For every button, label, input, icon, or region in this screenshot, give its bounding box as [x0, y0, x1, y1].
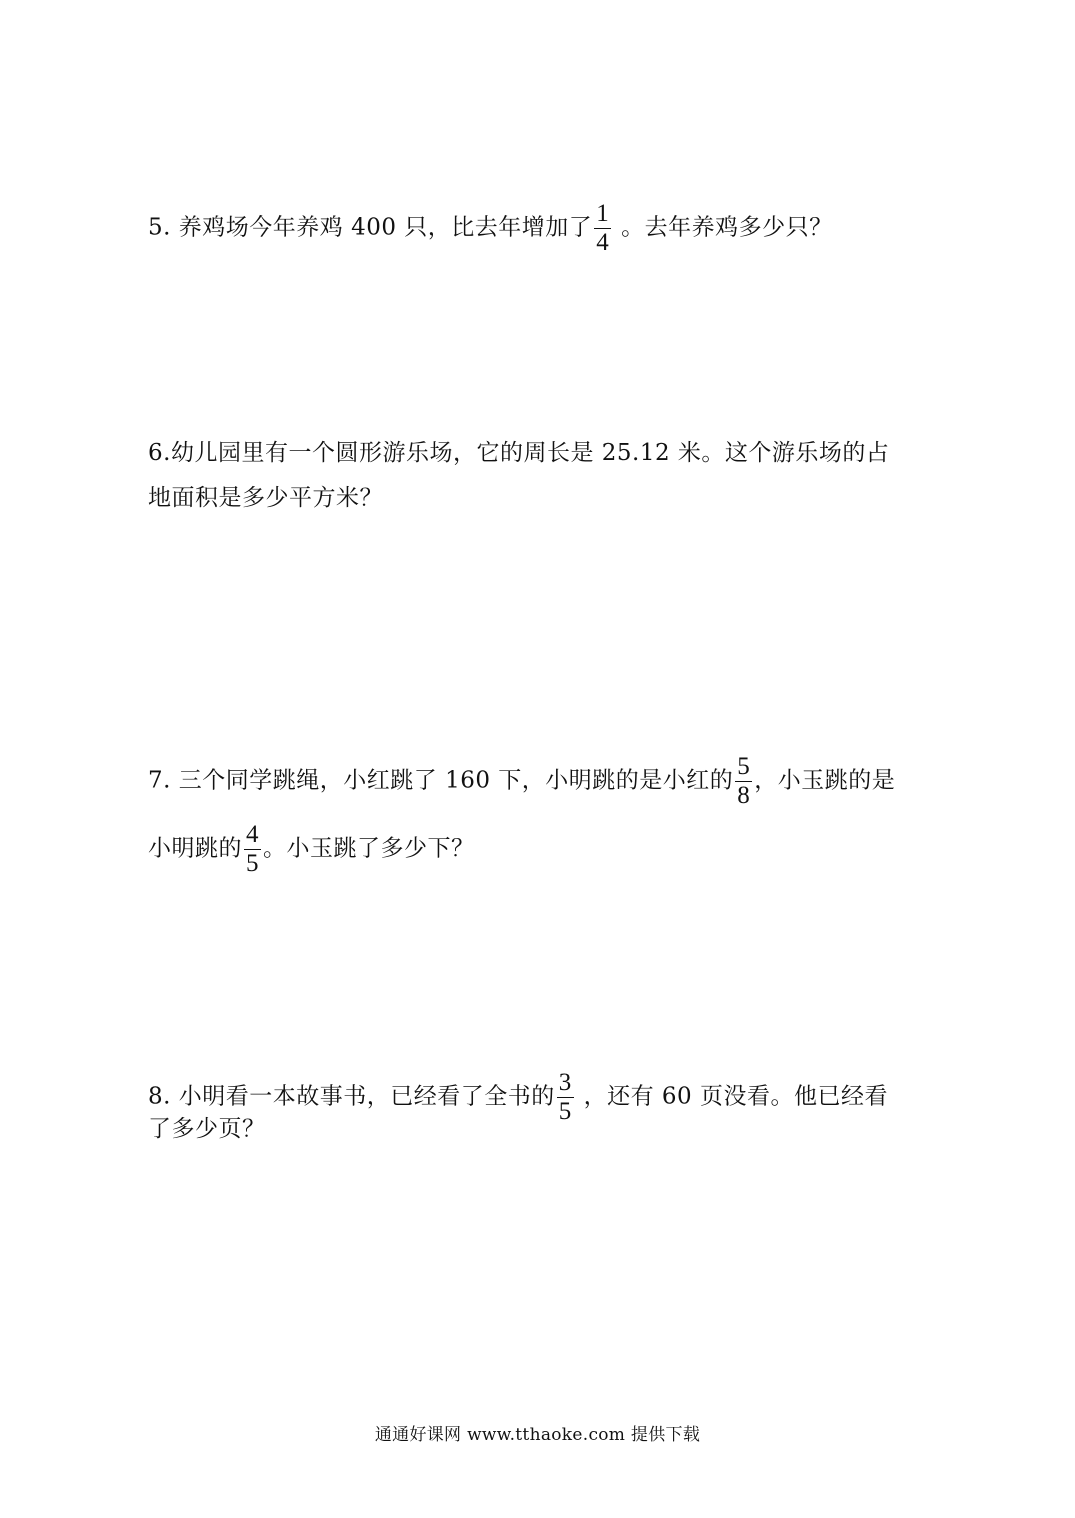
page-footer: 通通好课网 www.tthaoke.com 提供下载	[374, 1425, 701, 1445]
fraction-one-quarter	[594, 201, 611, 256]
fraction-denominator: 8	[737, 782, 751, 809]
question-6-line-1: 6.幼儿园里有一个圆形游乐场，它的周长是 25.12 米。这个游乐场的占	[148, 440, 890, 466]
question-5-text-end: 。去年养鸡多少只？	[613, 214, 833, 241]
question-7-text-end: ，小玉跳的是	[754, 767, 896, 794]
question-7-line-2	[148, 822, 475, 877]
question-7-text-2-end: 。小玉跳了多少下？	[263, 835, 475, 862]
fraction-denominator: 5	[558, 1098, 572, 1125]
question-7-line-1	[148, 754, 895, 809]
question-7-text: 7. 三个同学跳绳，小红跳了 160 下，小明跳的是小红的	[148, 767, 734, 794]
question-8-text: 8. 小明看一本故事书，已经看了全书的	[148, 1083, 555, 1110]
fraction-numerator: 4	[246, 821, 259, 848]
question-5-text: 5. 养鸡场今年养鸡 400 只，比去年增加了	[148, 214, 593, 241]
fraction-four-fifths	[244, 822, 261, 877]
fraction-five-eighths	[735, 754, 752, 809]
fraction-denominator: 5	[246, 850, 259, 877]
question-7-text-2: 小明跳的	[148, 835, 242, 862]
question-5	[148, 201, 833, 256]
fraction-denominator: 4	[596, 229, 610, 256]
question-6-line-2: 地面积是多少平方米？	[148, 485, 383, 511]
fraction-numerator: 5	[737, 753, 751, 780]
fraction-numerator: 3	[558, 1069, 572, 1096]
question-8-line-2: 了多少页？	[148, 1116, 266, 1142]
fraction-three-fifths	[557, 1070, 574, 1125]
question-8-text-end: ，还有 60 页没看。他已经看	[575, 1083, 888, 1110]
fraction-numerator: 1	[596, 200, 610, 227]
